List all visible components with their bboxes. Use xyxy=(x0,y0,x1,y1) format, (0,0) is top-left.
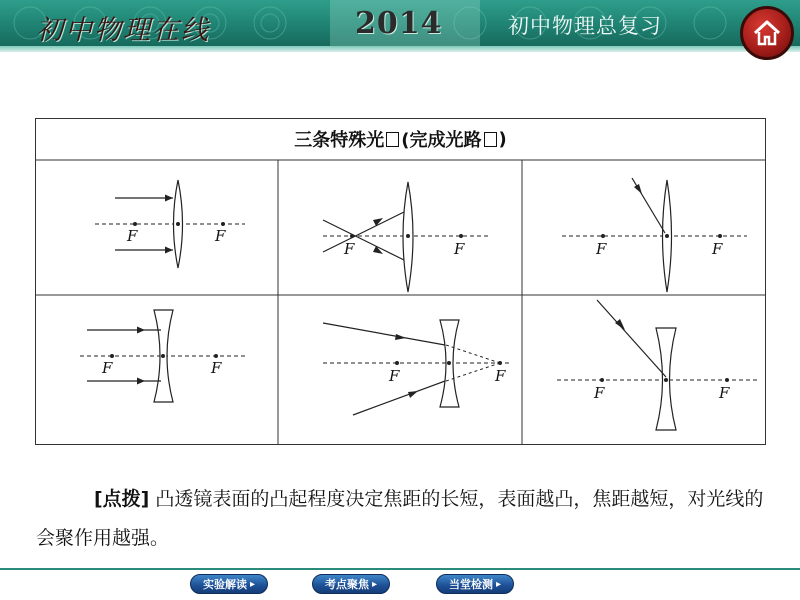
focus-label: F xyxy=(719,384,730,402)
special-rays-table xyxy=(35,118,766,445)
home-button[interactable] xyxy=(740,6,794,60)
focus-label: F xyxy=(211,359,222,377)
table-title-text-1: 三条特殊光 xyxy=(294,130,385,151)
concave-parallel-rays-diagram xyxy=(35,295,278,445)
header-banner xyxy=(0,0,800,46)
blank-box xyxy=(484,132,497,147)
chevron-right-icon: ▸ xyxy=(249,578,256,590)
concave-focus-rays-diagram xyxy=(278,295,522,445)
nav-button-class-test[interactable] xyxy=(436,574,514,594)
focus-label: F xyxy=(594,384,605,402)
table-title-text-3: ) xyxy=(498,128,507,150)
focus-label: F xyxy=(495,367,506,385)
course-title: 初中物理总复习 xyxy=(508,14,662,38)
focus-label: F xyxy=(454,240,465,258)
concave-center-ray-diagram xyxy=(522,295,766,445)
tip-text: 凸透镜表面的凸起程度决定焦距的长短，表面越凸，焦距越短，对光线的会聚作用越强。 xyxy=(36,488,764,549)
table-title-text-2: (完成光路 xyxy=(401,130,482,151)
series-title: 初中物理在线 xyxy=(36,15,210,46)
nav-label: 考点聚焦 xyxy=(324,578,369,591)
focus-label: F xyxy=(596,240,607,258)
focus-label: F xyxy=(344,240,355,258)
footer-divider xyxy=(0,568,800,570)
tip-paragraph xyxy=(36,480,766,558)
table-title xyxy=(35,118,766,160)
chevron-right-icon: ▸ xyxy=(495,578,502,590)
nav-label: 当堂检测 xyxy=(448,578,493,591)
chevron-right-icon: ▸ xyxy=(371,578,378,590)
banner-strip xyxy=(0,46,800,52)
convex-parallel-rays-diagram xyxy=(35,160,278,295)
nav-label: 实验解读 xyxy=(202,578,247,591)
blank-box xyxy=(386,132,399,147)
focus-label: F xyxy=(102,359,113,377)
focus-label: F xyxy=(389,367,400,385)
focus-label: F xyxy=(127,227,138,245)
tip-tag: [点拨] xyxy=(94,488,150,510)
home-icon xyxy=(752,18,782,48)
year-label: 2014 xyxy=(355,6,443,41)
convex-center-ray-diagram xyxy=(522,160,766,295)
nav-button-key-points[interactable] xyxy=(312,574,390,594)
focus-label: F xyxy=(712,240,723,258)
focus-label: F xyxy=(215,227,226,245)
nav-button-experiment[interactable] xyxy=(190,574,268,594)
convex-focus-rays-diagram xyxy=(278,160,522,295)
